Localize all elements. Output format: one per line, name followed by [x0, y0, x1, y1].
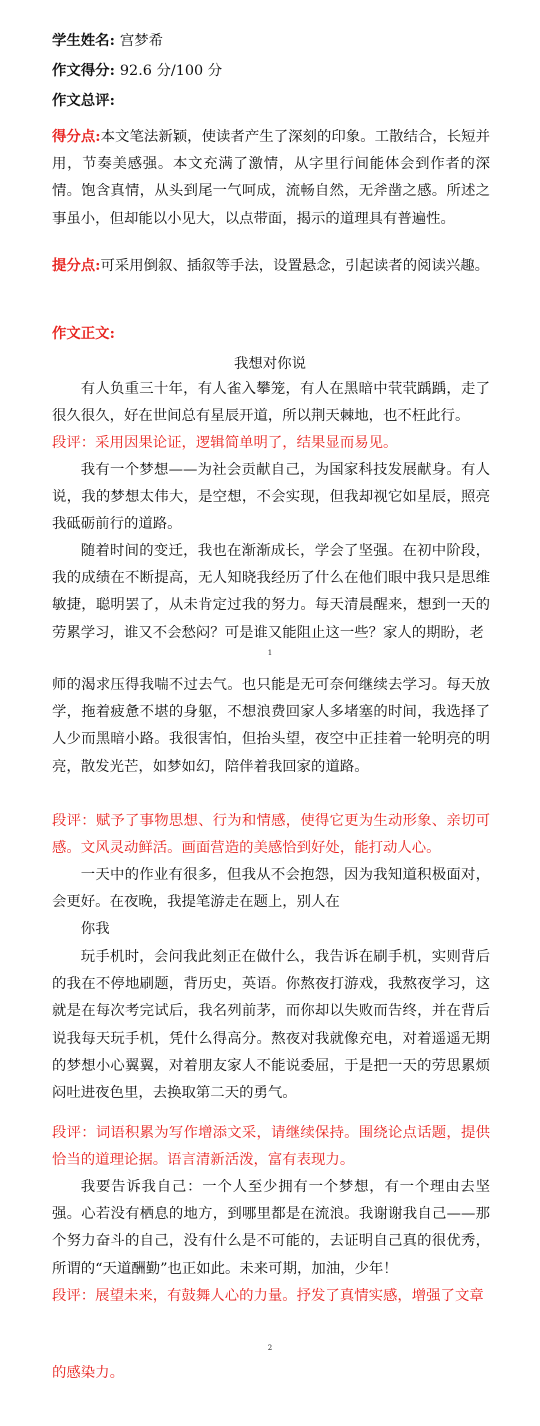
merit-label: 得分点:	[52, 128, 101, 145]
score-value: 92.6 分/100 分	[119, 63, 223, 79]
paragraph-comment-4: 段评：展望未来，有鼓舞人心的力量。抒发了真情实感，增强了文章	[52, 1288, 484, 1304]
student-name-value: 宫梦希	[119, 33, 164, 49]
page-number-1: 1	[267, 649, 273, 657]
summary-label: 作文总评:	[52, 92, 115, 109]
essay-label: 作文正文:	[52, 325, 115, 342]
essay-paragraph-5: 玩手机时，会问我此刻正在做什么，我告诉在刷手机，实则背后的我在不停地刷题，背历史，英语。你熬夜打游戏，我熬夜学习，这就是在每次考完试后，我名列前茅，而你却以失败而告终，并在背后说我每天玩手机，凭什么得高分。熬夜对我就像充电，对着遥遥无期的梦想小心翼翼，对着朋友家人不能说委屈，于是把一天的劳思累烦闷吐进夜色里，去换取第二天的勇气。	[52, 949, 490, 1102]
essay-paragraph-3-continued: 师的渴求压得我喘不过去气。也只能是无可奈何继续去学习。每天放学，拖着疲惫不堪的身躯，不想浪费回家人多堵塞的时间，我选择了人少而黑暗小路。我很害怕，但抬头望，夜空中正挂着一轮明亮的明亮，散发光芒，如梦如幻，陪伴着我回家的道路。	[52, 677, 490, 775]
merit-paragraph	[52, 123, 490, 233]
essay-paragraph-4: 一天中的作业有很多，但我从不会抱怨，因为我知道积极面对，会更好。在夜晚，我提笔游走在题上，别人在	[52, 867, 490, 911]
student-name-row	[52, 31, 163, 51]
essay-paragraph-4-fragment: 你我	[80, 921, 110, 937]
paragraph-comment-2: 段评：赋予了事物思想、行为和情感，使得它更为生动形象、亲切可感。文风灵动鲜活。画面营造的美感恰到好处，能打动人心。	[52, 813, 490, 857]
paragraph-comment-3: 段评：词语积累为写作增添文采，请继续保持。围绕论点话题，提供恰当的道理论据。语言清新活泼，富有表现力。	[52, 1125, 490, 1169]
essay-paragraph-6: 我要告诉我自己：一个人至少拥有一个梦想，有一个理由去坚强。心若没有栖息的地方，到哪里都是在流浪。我谢谢我自己——那个努力奋斗的自己，没有什么是不可能的，去证明自己真的很优秀，所谓的“天道酬勤”也正如此。未来可期，加油，少年！	[52, 1179, 490, 1277]
essay-paragraph-3: 随着时间的变迁，我也在渐渐成长，学会了坚强。在初中阶段，我的成绩在不断提高，无人知晓我经历了什么在他们眼中我只是思维敏捷，聪明罢了，从未肯定过我的努力。每天清晨醒来，想到一天的劳累学习，谁又不会愁闷？可是谁又能阻止这一些？家人的期盼，老	[52, 543, 490, 641]
page-number-2: 2	[267, 1344, 273, 1352]
improve-text: 可采用倒叙、插叙等手法，设置悬念，引起读者的阅读兴趣。	[100, 258, 490, 274]
essay-paragraph-2: 我有一个梦想——为社会贡献自己，为国家科技发展献身。有人说，我的梦想太伟大，是空想，不会实现，但我却视它如星辰，照亮我砥砺前行的道路。	[52, 462, 490, 533]
essay-paragraph-1: 有人负重三十年，有人雀入攀笼，有人在黑暗中茕茕踽踽，走了很久很久，好在世间总有星辰开道，所以荆天棘地，也不枉此行。	[52, 381, 490, 425]
improve-label: 提分点:	[52, 257, 101, 274]
score-label: 作文得分:	[52, 62, 115, 79]
score-row	[52, 61, 222, 81]
paragraph-comment-4-continued: 的感染力。	[52, 1365, 124, 1381]
merit-text: 本文笔法新颖，使读者产生了深刻的印象。工散结合，长短并用，节奏美感强。本文充满了激情，从字里行间能体会到作者的深情。饱含真情，从头到尾一气呵成，流畅自然，无斧凿之感。所述之事虽小，但却能以小见大，以点带面，揭示的道理具有普遍性。	[52, 129, 491, 227]
improve-paragraph	[52, 252, 490, 280]
student-name-label: 学生姓名:	[52, 32, 115, 49]
paragraph-comment-1: 段评：采用因果论证，逻辑简单明了，结果显而易见。	[52, 435, 398, 451]
essay-title: 我想对你说	[234, 356, 306, 372]
